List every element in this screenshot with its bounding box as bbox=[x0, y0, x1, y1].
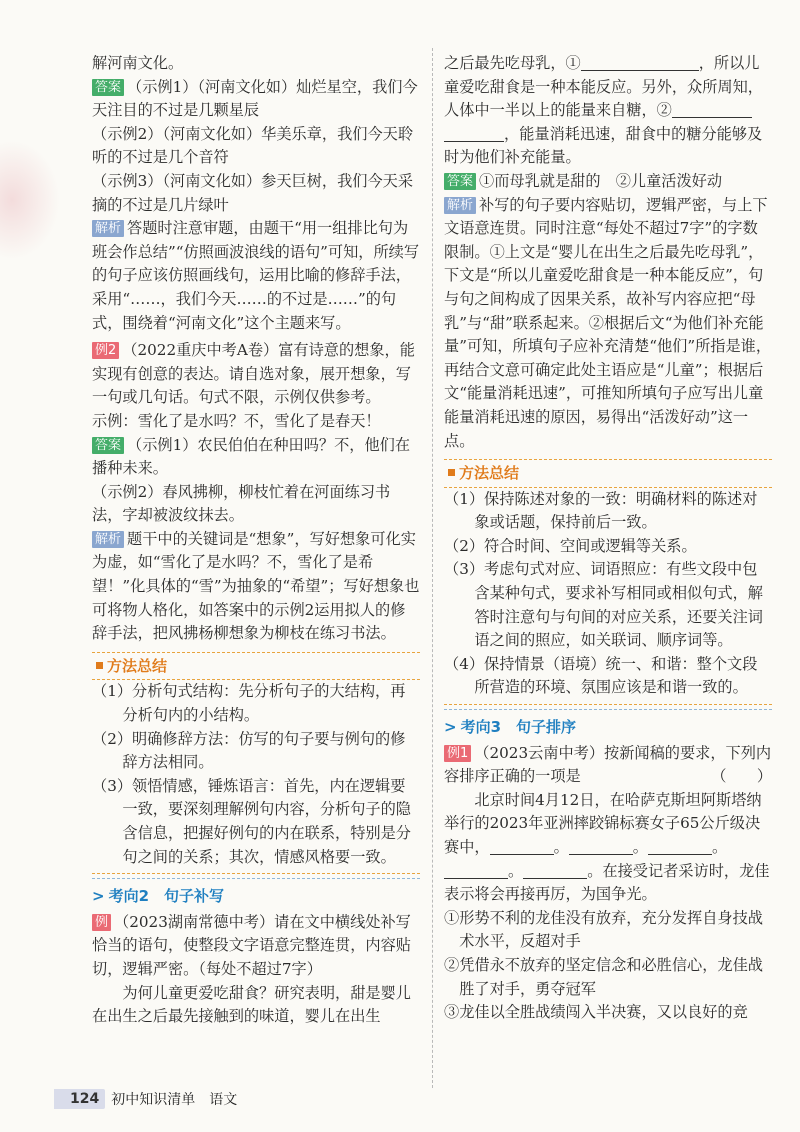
answer-text: （示例1）农民伯伯在种田吗？不，他们在播种未来。 bbox=[92, 435, 411, 478]
section-heading-label: 考向2 句子补写 bbox=[108, 887, 225, 906]
analysis-text: 补写的句子要内容贴切，逻辑严密，与上下文语意连贯。同时注意“每处不超过7字”的字数限制。①上文是“婴儿在出生之后最先吃母乳”，下文是“所以儿童爱吃甜食是一种本能反应”，句与句之间构成了因果关系，故补写内容应把“母乳”与“甜”联系起来。②根据后文“为他们补充能量”可知，所填句子应补充清楚“他们”所指是谁，再结合文意可确定此处主语应是“儿童”；根据后文“能量消耗迅速”，可推知所填句子应写出儿童能量消耗迅速的原因，易得出“活泼好动”这一点。 bbox=[444, 195, 772, 450]
example-tag: 例 bbox=[92, 914, 111, 931]
fill-blank bbox=[490, 838, 554, 855]
square-bullet-icon bbox=[448, 469, 455, 476]
answer-paren: （ ） bbox=[711, 767, 772, 786]
passage-part: ，能量消耗迅速，甜食中的糖分能够及时为他们补充能量。 bbox=[444, 124, 763, 167]
method-item: （2）明确修辞方法：仿写的句子要与例句的修辞方法相同。 bbox=[92, 729, 406, 772]
method-summary-label: 方法总结 bbox=[107, 656, 168, 675]
chevron-right-icon: > bbox=[92, 887, 105, 906]
option-item: ③龙佳以全胜战绩闯入半决赛，又以良好的竞 bbox=[444, 1003, 748, 1022]
method-item: （4）保持情景（语境）统一、和谐：整个文段所营造的环境、氛围应该是和谐一致的。 bbox=[444, 654, 758, 697]
page-footer bbox=[54, 1086, 237, 1112]
answer-block bbox=[92, 434, 420, 481]
method-summary bbox=[92, 652, 420, 874]
fill-blank bbox=[648, 838, 712, 855]
fill-blank bbox=[569, 838, 633, 855]
example-sample: 示例：雪化了是水吗？不，雪化了是春天！ bbox=[92, 411, 381, 430]
passage-part: 之后最先吃母乳，① bbox=[444, 54, 581, 72]
example-text: （2023湖南常德中考）请在文中横线处补写恰当的语句，使整段文字语意完整连贯，内容贴切，逻辑严密。（每处不超过7字） bbox=[92, 912, 411, 978]
left-column bbox=[92, 52, 420, 1029]
method-item: （1）分析句式结构：先分析句子的大结构，再分析句内的小结构。 bbox=[92, 682, 406, 725]
example-3 bbox=[92, 911, 420, 982]
fill-blank bbox=[444, 125, 504, 142]
chevron-right-icon: > bbox=[444, 718, 457, 737]
analysis-text: 题干中的关键词是“想象”，写好想象可化实为虚，如“雪化了是水吗？不，雪化了是希望！”化具体的“雪”为抽象的“希望”；写好想象也可将物人格化，如答案中的示例2运用拟人的修辞手法，把风拂杨柳想象为柳枝在练习书法。 bbox=[92, 529, 420, 643]
analysis-tag: 解析 bbox=[444, 197, 476, 214]
example-2 bbox=[92, 339, 420, 410]
right-column bbox=[444, 52, 772, 1025]
passage-text bbox=[444, 52, 772, 170]
example-text: （2022重庆中考A卷）富有诗意的想象，能实现有创意的表达。请自选对象，展开想象，写一句或几句话。句式不限，示例仅供参考。 bbox=[92, 341, 415, 407]
answer-sample-2: （示例2）春风拂柳，柳枝忙着在河面练习书法，字却被波纹抹去。 bbox=[92, 482, 391, 525]
analysis-tag: 解析 bbox=[92, 531, 124, 548]
margin-decoration bbox=[0, 140, 60, 260]
method-item: （3）考虑句式对应、词语照应：有些文段中包含某种句式，要求补写相同或相似句式，解答时注意句与句间的对应关系，还要关注词语之间的照应，如关联词、顺序词等。 bbox=[444, 560, 763, 650]
answer-text: （示例1）（河南文化如）灿烂星空，我们今天注目的不过是几颗星辰 bbox=[92, 77, 418, 120]
book-title: 初中知识清单 语文 bbox=[111, 1092, 238, 1108]
passage-text: 为何儿童更爱吃甜食？研究表明，甜是婴儿在出生之后最先接触到的味道，婴儿在出生 bbox=[92, 983, 411, 1026]
analysis-block bbox=[92, 217, 420, 335]
method-summary-body bbox=[92, 679, 420, 874]
method-summary bbox=[444, 459, 772, 705]
answer-tag: 答案 bbox=[444, 173, 476, 190]
fill-blank bbox=[523, 862, 587, 879]
example-4 bbox=[444, 742, 772, 789]
analysis-block bbox=[444, 194, 772, 454]
method-item: （2）符合时间、空间或逻辑等关系。 bbox=[444, 536, 697, 555]
option-item: ①形势不利的龙佳没有放弃，充分发挥自身技战术水平，反超对手 bbox=[444, 908, 763, 951]
answer-tag: 答案 bbox=[92, 437, 124, 454]
method-summary-title bbox=[92, 653, 420, 681]
example-tag: 例1 bbox=[444, 745, 471, 762]
news-text: 北京时间4月12日，在哈萨克斯坦阿斯塔纳举行的2023年亚洲摔跤锦标赛女子65公斤级决赛中， 。 。 。 。 。在接受记者采访时，龙佳表示将会再接再厉，为国争光。 bbox=[444, 790, 770, 904]
passage-part: ，所以儿童爱吃甜食是一种本能反应。另外，众所周知，人体中一半以上的能量来自糖，② bbox=[444, 54, 763, 120]
section-heading-label: 考向3 句子排序 bbox=[460, 718, 577, 737]
answer-block bbox=[92, 76, 420, 123]
answer-tag: 答案 bbox=[92, 79, 124, 96]
method-summary-body bbox=[444, 487, 772, 705]
page-number: 124 bbox=[54, 1089, 105, 1109]
text-line: 解河南文化。 bbox=[92, 54, 184, 72]
analysis-tag: 解析 bbox=[92, 220, 124, 237]
fill-blank bbox=[672, 101, 752, 118]
example-tag: 例2 bbox=[92, 342, 119, 359]
answer-block bbox=[444, 170, 772, 194]
square-bullet-icon bbox=[96, 662, 103, 669]
method-item: （1）保持陈述对象的一致：明确材料的陈述对象或话题，保持前后一致。 bbox=[444, 489, 758, 532]
analysis-text: 答题时注意审题，由题干“用一组排比句为班会作总结”“仿照画波浪线的语句”可知，所续写的句子应该仿照画线句，运用比喻的修辞手法，采用“……，我们今天……的不过是……”的句式，围绕着“河南文化”这个主题来写。 bbox=[92, 219, 420, 332]
analysis-block bbox=[92, 528, 420, 646]
answer-sample-2: （示例2）（河南文化如）华美乐章，我们今天聆听的不过是几个音符 bbox=[92, 124, 414, 167]
news-part: 北京时间4月12日，在哈萨克斯坦阿斯塔纳举行的2023年亚洲摔跤锦标赛女子65公斤级决赛中， bbox=[444, 790, 762, 856]
method-item: （3）领悟情感，锤炼语言：首先，内在逻辑要一致，要深刻理解例句内容，分析句子的隐含信息，把握好例句的内在联系，特别是分句之间的关系；其次，情感风格要一致。 bbox=[92, 776, 411, 866]
example-text: （2023云南中考）按新闻稿的要求，下列内容排序正确的一项是 bbox=[444, 743, 772, 786]
fill-blank bbox=[581, 54, 699, 71]
news-part: 。在接受记者采访时，龙佳表示将会再接再厉，为国争光。 bbox=[444, 861, 770, 904]
answer-text: ①而母乳就是甜的 ②儿童活泼好动 bbox=[479, 171, 723, 190]
option-item: ②凭借永不放弃的坚定信念和必胜信心，龙佳战胜了对手，勇夺冠军 bbox=[444, 955, 763, 998]
answer-sample-3: （示例3）（河南文化如）参天巨树，我们今天采摘的不过是几片绿叶 bbox=[92, 171, 414, 214]
method-summary-title bbox=[444, 460, 772, 488]
section-heading bbox=[444, 709, 772, 740]
column-divider bbox=[432, 48, 433, 1088]
fill-blank bbox=[444, 862, 508, 879]
section-heading bbox=[92, 878, 420, 909]
method-summary-label: 方法总结 bbox=[459, 464, 520, 483]
